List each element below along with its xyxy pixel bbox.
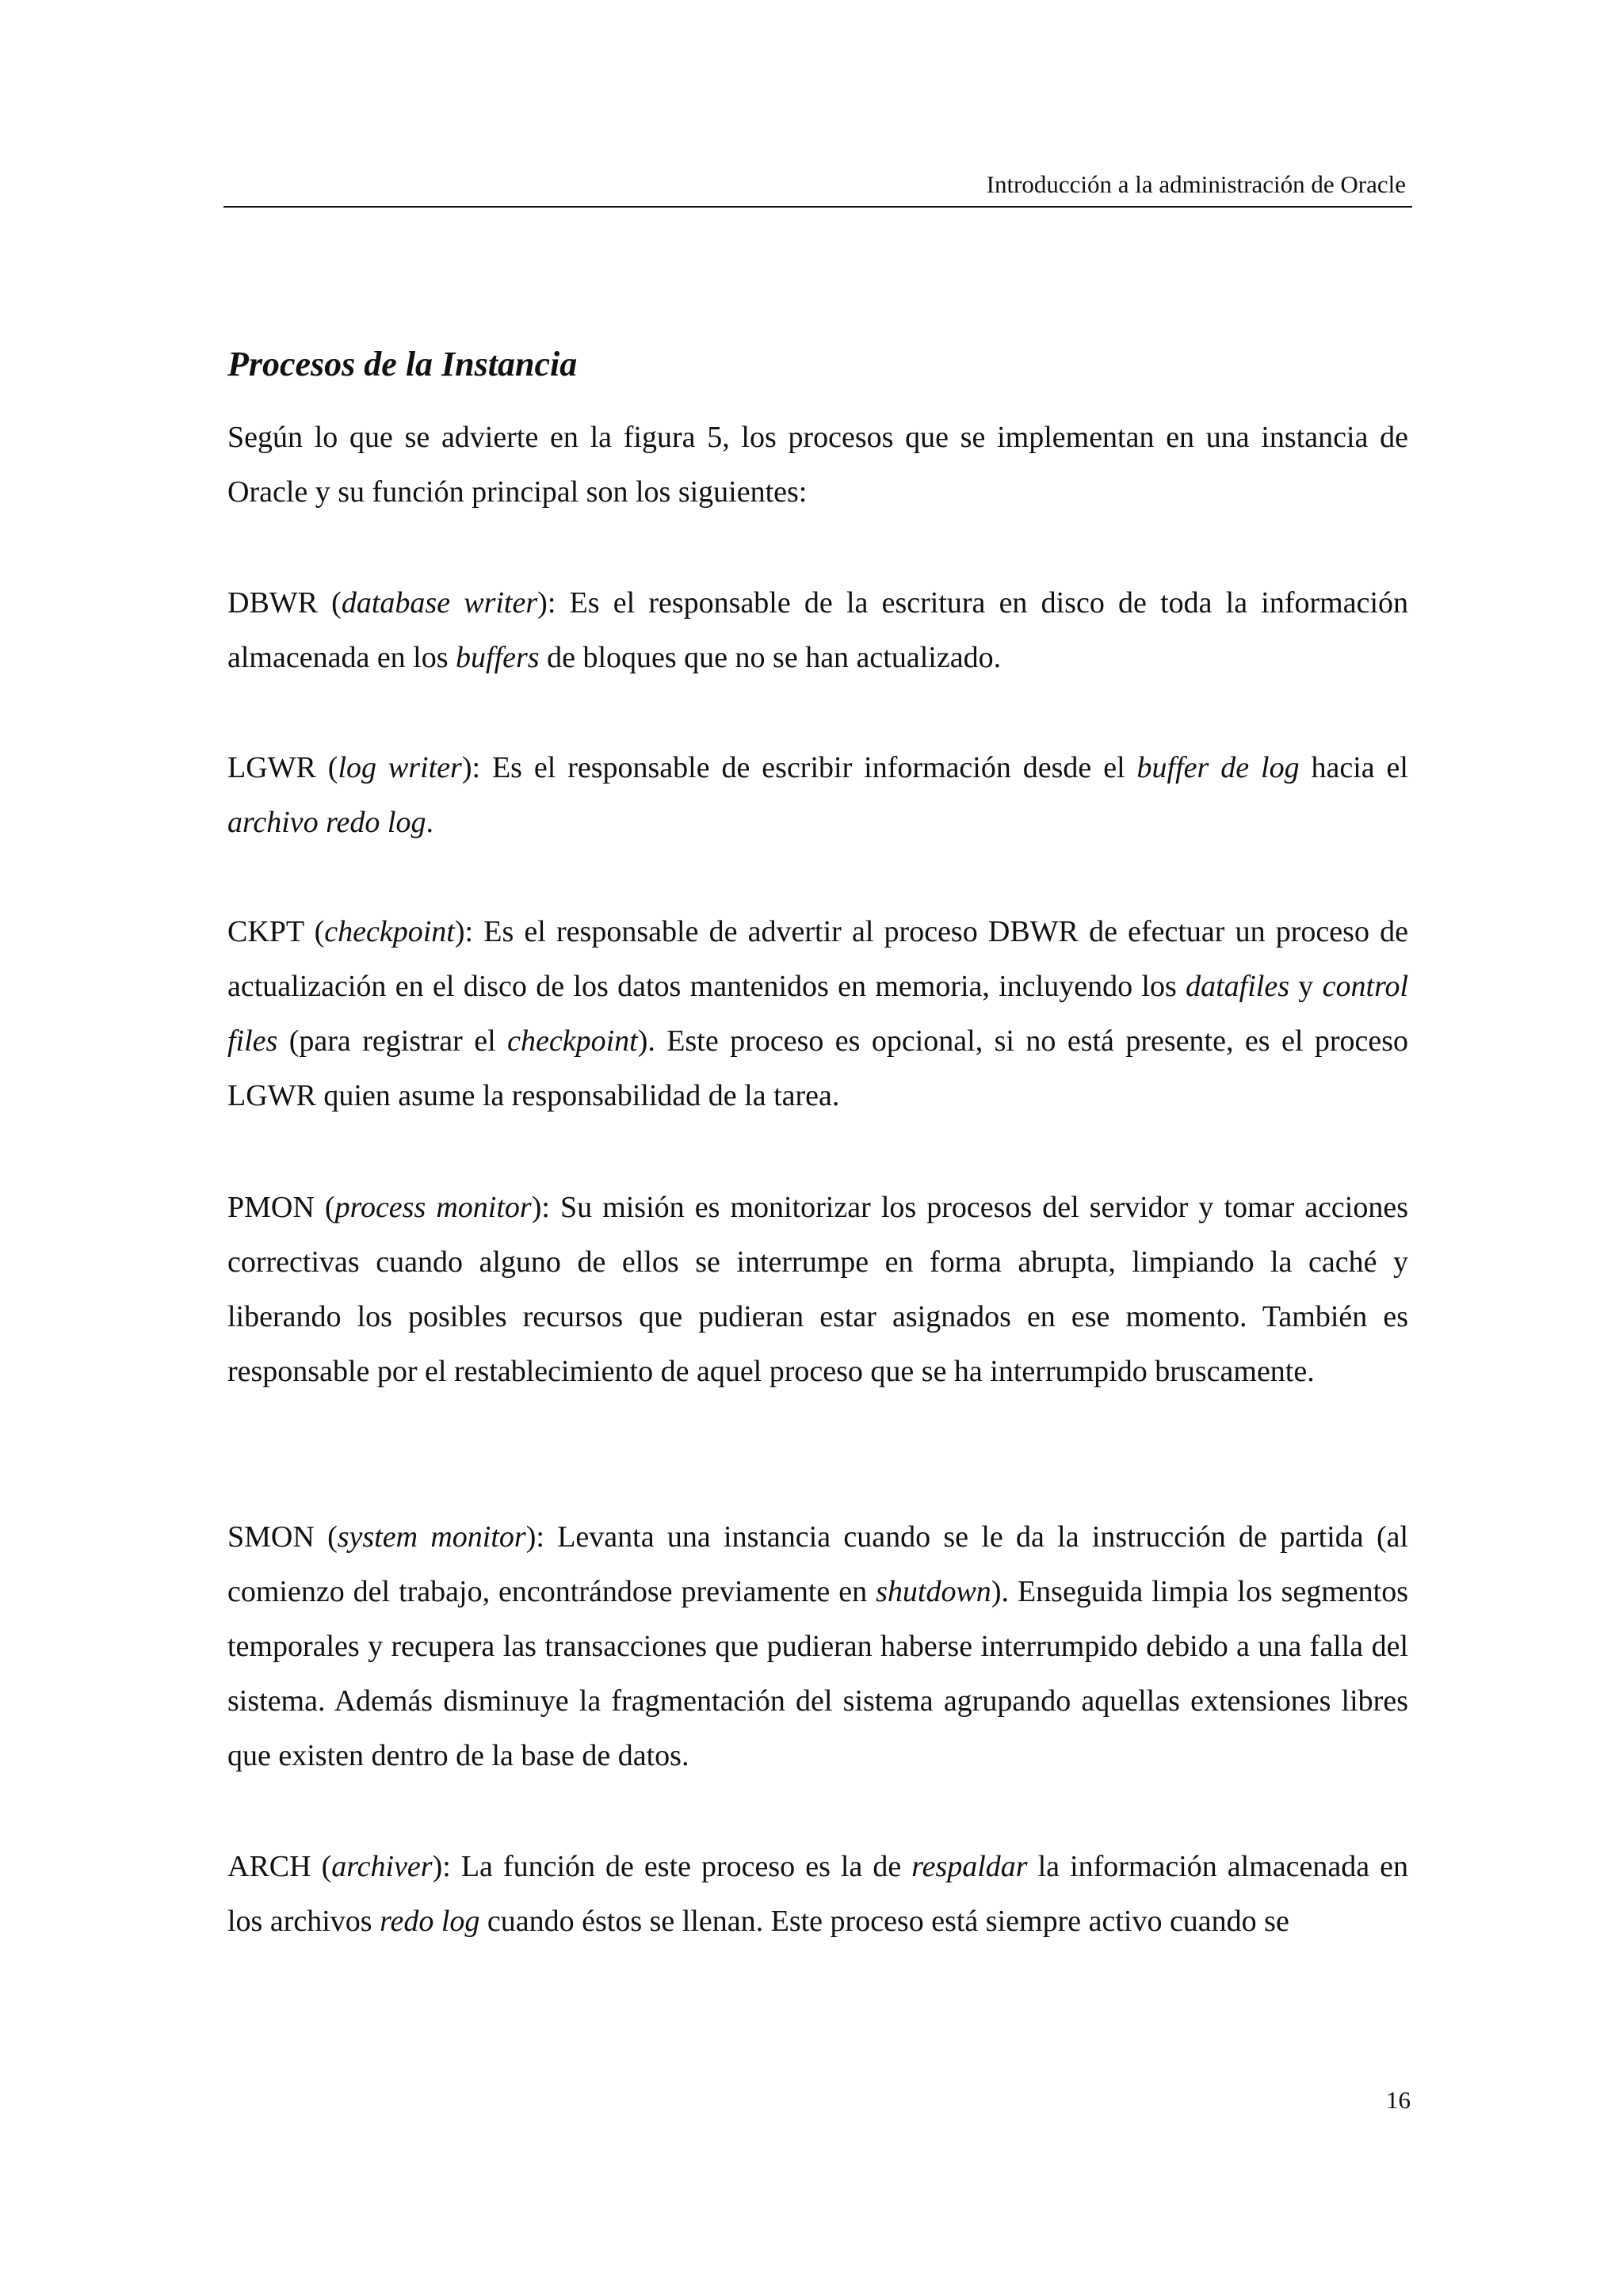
intro-paragraph: Según lo que se advierte en la figura 5, los procesos que se implementan en una instancia de Oracle y su función principal son los siguientes:	[227, 421, 1408, 509]
paragraph-dbwr: DBWR (database writer): Es el responsable de la escritura en disco de toda la información almacenada en los buffers de bloques que no se han actualizado.	[227, 586, 1408, 674]
term-dbwr: DBWR	[227, 586, 318, 620]
paragraph-arch: ARCH (archiver): La función de este proceso es la de respaldar la información almacenada en los archivos redo log cuando éstos se llenan. Este proceso está siempre activo cuando se	[227, 1850, 1409, 1938]
section-title: Procesos de la Instancia	[227, 345, 578, 383]
term-arch: ARCH	[227, 1850, 311, 1883]
term-gloss-dbwr: database writer	[341, 586, 538, 620]
term-smon: SMON	[227, 1520, 315, 1554]
term-gloss-lgwr: log writer	[338, 751, 462, 784]
page-number: 16	[1386, 2086, 1411, 2114]
term-gloss-ckpt: checkpoint	[324, 915, 455, 948]
running-header: Introducción a la administración de Oracle	[986, 170, 1406, 198]
term-gloss-arch: archiver	[331, 1850, 433, 1883]
term-ckpt: CKPT	[227, 915, 304, 948]
paragraph-pmon: PMON (process monitor): Su misión es monitorizar los procesos del servidor y tomar acciones correctivas cuando alguno de ellos se interrumpe en forma abrupta, limpiando la caché y liberando los posibles recursos que pudieran estar asignados en ese momento. También es responsable por el restablecimiento de aquel proceso que se ha interrumpido bruscamente.	[227, 1191, 1409, 1388]
term-pmon: PMON	[227, 1191, 315, 1224]
term-gloss-pmon: process monitor	[334, 1191, 532, 1224]
header-rule	[223, 206, 1412, 208]
paragraph-ckpt: CKPT (checkpoint): Es el responsable de advertir al proceso DBWR de efectuar un proceso de actualización en el disco de los datos mantenidos en memoria, incluyendo los datafiles y control files (para registrar el checkpoint). Este proceso es opcional, si no está presente, es el proceso LGWR quien asume la responsabilidad de la tarea.	[227, 915, 1408, 1112]
paragraph-smon: SMON (system monitor): Levanta una instancia cuando se le da la instrucción de partida (al comienzo del trabajo, encontrándose previamente en shutdown). Enseguida limpia los segmentos temporales y recupera las transacciones que pudieran haberse interrumpido debido a una falla del sistema. Además disminuye la fragmentación del sistema agrupando aquellas extensiones libres que existen dentro de la base de datos.	[227, 1520, 1409, 1772]
term-lgwr: LGWR	[227, 751, 316, 784]
term-gloss-smon: system monitor	[337, 1520, 526, 1554]
paragraph-lgwr: LGWR (log writer): Es el responsable de escribir información desde el buffer de log hacia el archivo redo log.	[227, 751, 1408, 839]
